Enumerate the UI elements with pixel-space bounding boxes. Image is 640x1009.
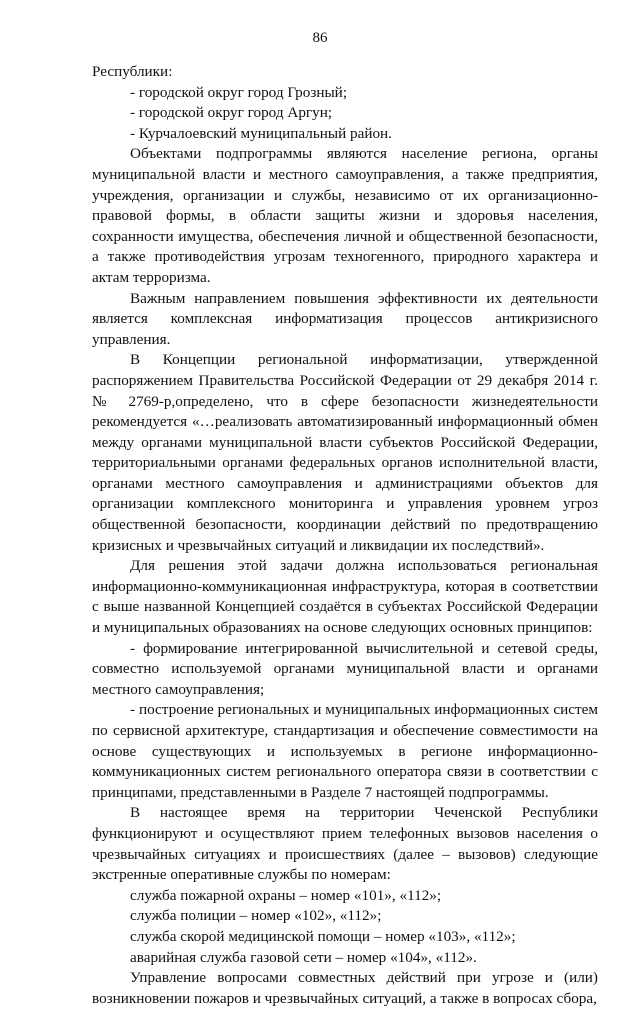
paragraph-services-intro: В настоящее время на территории Чеченской Республики функционируют и осуществляют прием телефонных вызовов населения о чрезвычайных ситуациях и происшествиях (далее – вызовов) следующие экстренные оперативные службы по номерам: bbox=[92, 804, 598, 884]
paragraph-solution: Для решения этой задачи должна использоваться региональная информационно-коммуникационная инфраструктура, которая в соответствии с выше названной Концепцией создаётся в субъектах Российской Федерации и муниципальных образованиях на основе следующих основных принципов: bbox=[92, 557, 598, 637]
service-police: служба полиции – номер «102», «112»; bbox=[130, 907, 382, 925]
principle-item-1: - формирование интегрированной вычислительной и сетевой среды, совместно используемой органами муниципальной власти и органами местного самоуправления; bbox=[92, 639, 598, 698]
service-gas: аварийная служба газовой сети – номер «104», «112». bbox=[130, 948, 477, 966]
paragraph-republics: Республики: bbox=[92, 63, 173, 80]
service-fire: служба пожарной охраны – номер «101», «112»; bbox=[130, 886, 442, 904]
principle-item-2: - построение региональных и муниципальных информационных систем по сервисной архитектуре, стандартизация и обеспечение совместимости на основе существующих и используемых в регионе информационно-коммуникационных систем регионального оператора связи в соответствии с принципами, представленными в Разделе 7 настоящей подпрограммы. bbox=[92, 701, 598, 801]
list-item-kurchaloy: - Курчалоевский муниципальный район. bbox=[130, 124, 392, 142]
paragraph-concept: В Концепции региональной информатизации, утвержденной распоряжением Правительства Российской Федерации от 29 декабря 2014 г. № 2769-р,определено, что в сфере безопасности жизнедеятельности рекомендуется «…реализовать автоматизированный информационный обмен между органами муниципальной власти субъектов Российской Федерации, территориальными органами федеральных органов исполнительной власти, органами местного самоуправления и администрациями объектов для организации комплексного мониторинга и управления уровнем угроз общественной безопасности, координации действий по предотвращению кризисных и чрезвычайных ситуаций и ликвидации их последствий». bbox=[92, 351, 598, 554]
service-ambulance: служба скорой медицинской помощи – номер «103», «112»; bbox=[130, 927, 516, 945]
list-item-argun: - городской округ город Аргун; bbox=[130, 104, 333, 122]
page-number: 86 bbox=[312, 30, 328, 46]
paragraph-direction: Важным направлением повышения эффективности их деятельности является комплексная информатизация процессов антикризисного управления. bbox=[92, 289, 598, 348]
document-body bbox=[92, 62, 598, 1009]
paragraph-management: Управление вопросами совместных действий при угрозе и (или) возникновении пожаров и чрезвычайных ситуаций, а также в вопросах сбора, bbox=[92, 969, 598, 1007]
list-item-grozny: - городской округ город Грозный; bbox=[130, 83, 348, 101]
paragraph-objects: Объектами подпрограммы являются население региона, органы муниципальной власти и местного самоуправления, а также предприятия, учреждения, организации и службы, независимо от их организационно-правовой формы, в области защиты жизни и здоровья населения, сохранности имущества, обеспечения личной и общественной безопасности, а также противодействия угрозам техногенного, природного характера и актам терроризма. bbox=[92, 145, 598, 286]
